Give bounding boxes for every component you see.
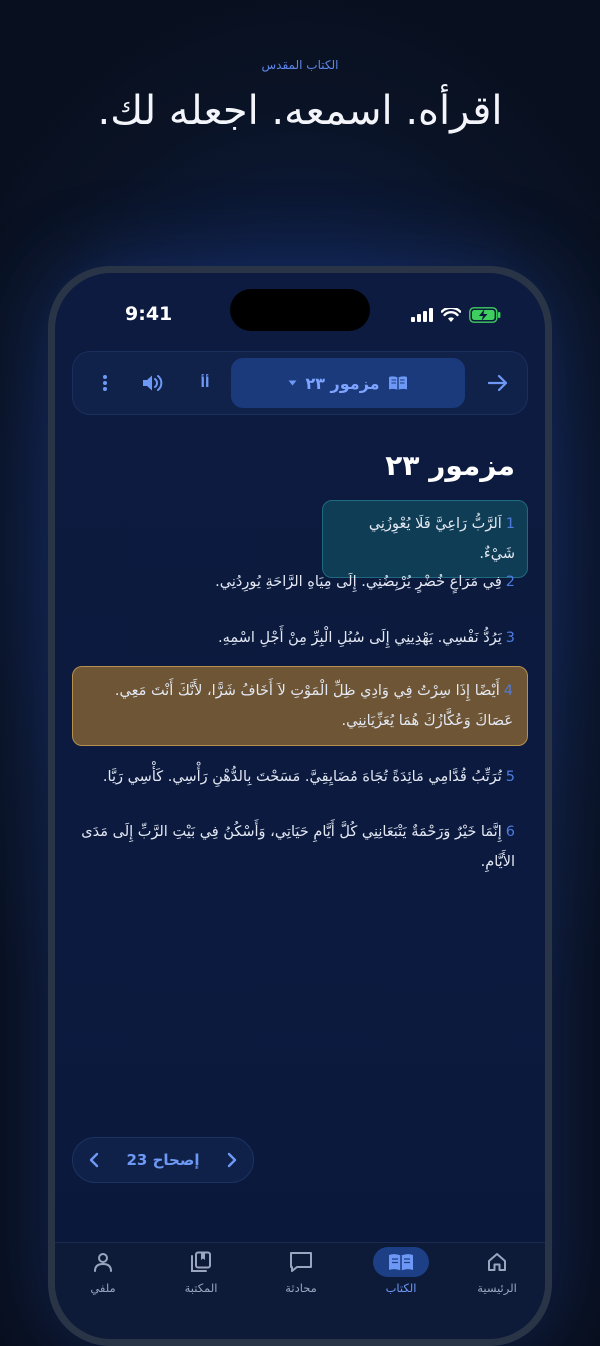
tab-label: محادثة [285, 1281, 317, 1295]
dropdown-caret-icon [288, 380, 297, 386]
dynamic-island [230, 289, 370, 331]
book-icon [388, 1252, 414, 1272]
tab-library[interactable] [153, 1247, 249, 1307]
hero-eyebrow: الكتاب المقدس [261, 58, 339, 72]
status-time: 9:41 [125, 303, 173, 325]
verse-number: 4 [503, 683, 513, 699]
verse-2[interactable] [95, 567, 515, 597]
wifi-icon [441, 308, 461, 323]
signal-icon [411, 308, 433, 322]
tab-icon-wrap [75, 1247, 131, 1277]
next-chapter-icon[interactable] [227, 1152, 237, 1168]
verse-6[interactable] [75, 817, 515, 877]
tab-bar [55, 1242, 545, 1339]
phone-frame [48, 266, 552, 1346]
tab-chat[interactable] [253, 1247, 349, 1307]
library-icon [190, 1251, 212, 1273]
prev-chapter-icon[interactable] [89, 1152, 99, 1168]
tab-label: الكتاب [385, 1281, 417, 1295]
speaker-icon [142, 374, 164, 392]
phone-screen [55, 273, 545, 1339]
hero-headline: اقرأه. اسمعه. اجعله لك. [97, 88, 503, 134]
home-icon [486, 1251, 508, 1273]
tab-home[interactable] [449, 1247, 545, 1307]
tab-icon-wrap [173, 1247, 229, 1277]
chapter-title: مزمور ٢٣ [385, 449, 515, 482]
verse-text: إِنَّمَا خَيْرٌ وَرَحْمَةٌ يَتْبَعَانِنِي كُلَّ أَيَّامِ حَيَاتِي، وَأَسْكُنُ فِي بَيْتِ الرَّبِّ إِلَى مَدَى الأَيَّامِ. [81, 824, 515, 870]
verse-5[interactable] [75, 762, 515, 792]
reader-toolbar [72, 351, 528, 415]
chat-icon [289, 1251, 313, 1273]
audio-button[interactable] [133, 352, 173, 414]
tab-icon-wrap [273, 1247, 329, 1277]
book-icon [388, 375, 408, 391]
verse-number: 2 [505, 574, 515, 590]
font-size-button[interactable] [185, 352, 225, 414]
tab-bible[interactable] [353, 1247, 449, 1307]
tab-label: ملفي [90, 1281, 116, 1295]
tab-icon-wrap [469, 1247, 525, 1277]
verse-number: 5 [505, 769, 515, 785]
verse-number: 1 [505, 516, 515, 532]
chapter-nav-label: إصحاح 23 [126, 1151, 200, 1169]
verse-3[interactable] [95, 623, 515, 653]
forward-button[interactable] [477, 352, 519, 414]
font-size-icon: أأ [200, 375, 210, 391]
more-button[interactable] [91, 352, 119, 414]
profile-icon [92, 1251, 114, 1273]
status-icons [411, 307, 501, 323]
verse-text: أَيْضًا إِذَا سِرْتُ فِي وَادِي ظِلِّ الْمَوْتِ لاَ أَخَافُ شَرًّا، لأَنَّكَ أَنْتَ مَعِي. عَصَاكَ وَعُكَّازُكَ هُمَا يُعَزِّيَانِنِي. [114, 683, 513, 729]
chapter-label: مزمور ٢٣ [305, 373, 380, 393]
more-vert-icon [102, 374, 108, 392]
verse-4[interactable] [72, 666, 528, 746]
verse-text: يَرُدُّ نَفْسِي. يَهْدِينِي إِلَى سُبُلِ الْبِرِّ مِنْ أَجْلِ اسْمِهِ. [217, 630, 502, 646]
tab-profile[interactable] [55, 1247, 151, 1307]
chapter-navigator [72, 1137, 254, 1183]
tab-icon-wrap [373, 1247, 429, 1277]
tab-label: المكتبة [184, 1281, 218, 1295]
verse-number: 6 [505, 824, 515, 840]
tab-label: الرئيسية [477, 1281, 517, 1295]
chapter-selector[interactable] [231, 358, 465, 408]
battery-charging-icon [469, 307, 501, 323]
verse-number: 3 [505, 630, 515, 646]
verse-text: تُرَتِّبُ قُدَّامِي مَائِدَةً تُجَاهَ مُضَايِقِيَّ. مَسَحْتَ بِالدُّهْنِ رَأْسِي. كَأْسِي رَيَّا. [102, 769, 502, 785]
verse-text: فِي مَرَاعٍ خُضْرٍ يُرْبِضُنِي. إِلَى مِيَاهِ الرَّاحَةِ يُورِدُنِي. [215, 574, 502, 590]
forward-arrow-icon [488, 374, 508, 392]
verse-text: اَلرَّبُّ رَاعِيَّ فَلَا يُعْوِزُنِي شَيْءٌ. [368, 516, 515, 562]
